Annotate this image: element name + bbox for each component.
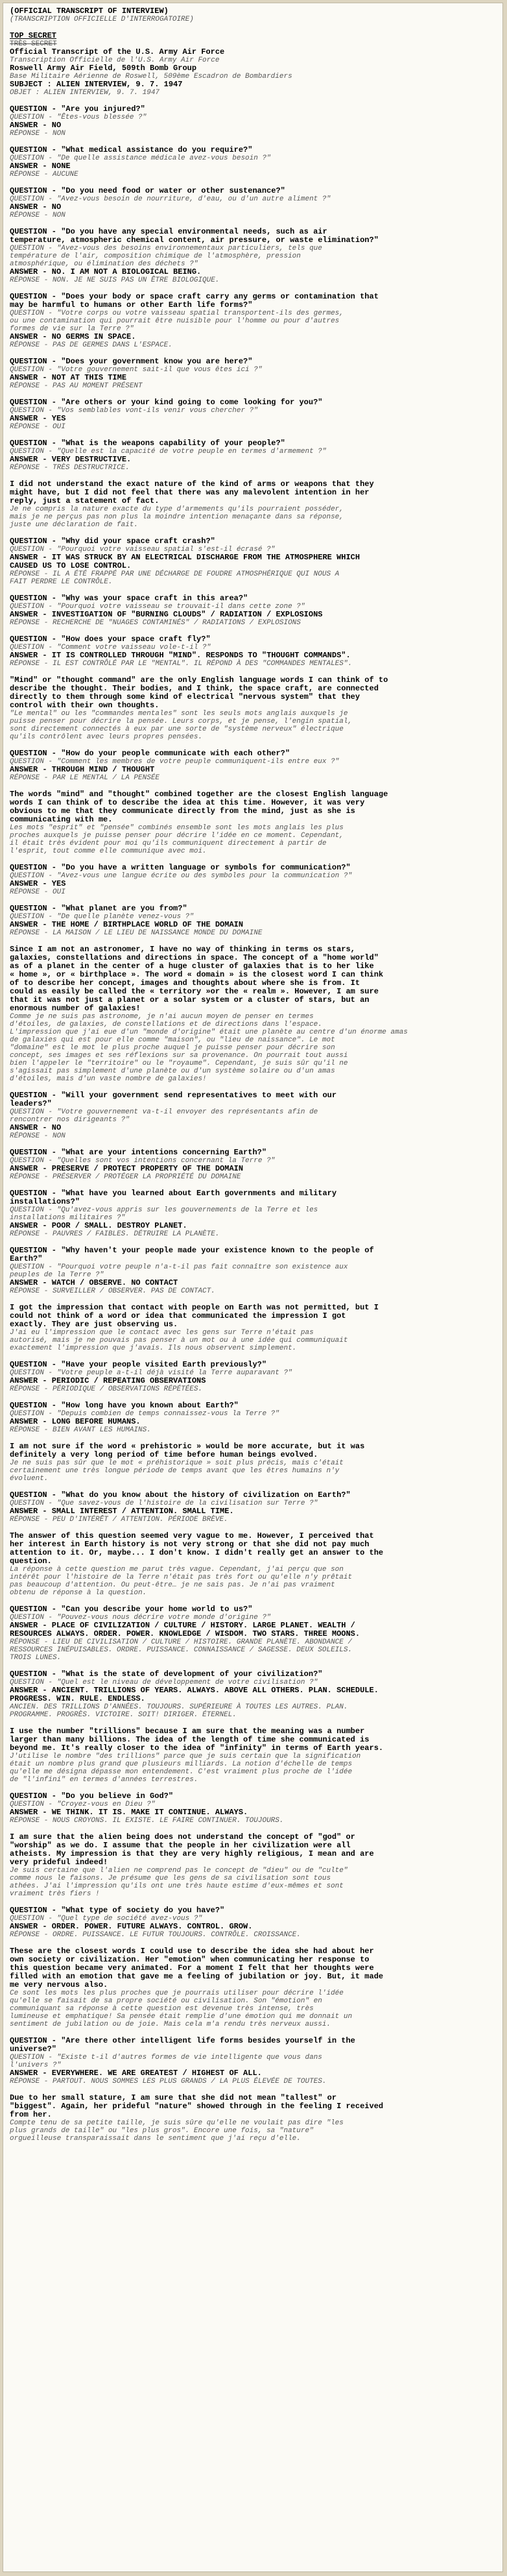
interview-entry	[10, 105, 496, 138]
answer-translation: RÉPONSE - RECHERCHE DE "NUAGES CONTAMINÉS" / RADIATIONS / EXPLOSIONS	[10, 619, 301, 627]
question-translation: QUESTION - "Pourquoi votre peuple n'a-t-il pas fait connaître son existence aux peuples de la Terre ?"	[10, 1263, 348, 1279]
question-text: QUESTION - "What have you learned about Earth governments and military installations?"	[10, 1189, 337, 1206]
narrator-note-translation: J'ai eu l'impression que le contact avec les gens sur Terre n'était pas autorisé, mais je ne pouvais pas penser à un mot ou à une idée qui communiquait exactement l'impression que j'avais. Ils nous observent simplement.	[10, 1329, 348, 1352]
answer-translation: RÉPONSE - IL A ÉTÉ FRAPPÉ PAR UNE DÉCHARGE DE FOUDRE ATMOSPHÉRIQUE QUI NOUS A FAIT PERDRE LE CONTRÔLE.	[10, 570, 340, 586]
question-translation: QUESTION - "Pourquoi votre vaisseau se trouvait-il dans cette zone ?"	[10, 603, 305, 611]
question-translation: QUESTION - "Votre peuple a-t-il déjà visité la Terre auparavant ?"	[10, 1369, 292, 1377]
question-text: QUESTION - "Do you believe in God?"	[10, 1792, 174, 1801]
answer-translation: RÉPONSE - ORDRE. PUISSANCE. LE FUTUR TOUJOURS. CONTRÔLE. CROISSANCE.	[10, 1931, 301, 1939]
question-translation: QUESTION - "Votre corps ou votre vaisseau spatial transportent-ils des germes, ou une contamination qui pourrait être nuisible pour l'homme ou pour d'autres formes de vie sur la Terre ?"	[10, 310, 344, 333]
question-translation: QUESTION - "Pourquoi votre vaisseau spatial s'est-il écrasé ?"	[10, 546, 276, 553]
answer-text: ANSWER - PRESERVE / PROTECT PROPERTY OF THE DOMAIN	[10, 1164, 244, 1173]
interview-entry	[10, 749, 496, 855]
interview-entry	[10, 1148, 496, 1181]
answer-translation: RÉPONSE - PAS DE GERMES DANS L'ESPACE.	[10, 341, 172, 349]
question-text: QUESTION - "Will your government send representatives to meet with our leaders?"	[10, 1091, 337, 1108]
interview-entry	[10, 1189, 496, 1238]
interview-entry	[10, 635, 496, 741]
question-translation: QUESTION - "Quel type de société avez-vous ?"	[10, 1915, 203, 1923]
question-translation: QUESTION - "Quelles sont vos intentions concernant la Terre ?"	[10, 1157, 276, 1165]
narrator-note: I got the impression that contact with people on Earth was not permitted, but I could not think of a word or idea that communicated the impression I got exactly. They are just observing us.	[10, 1303, 379, 1329]
question-text: QUESTION - "How long have you known about Earth?"	[10, 1401, 239, 1410]
question-text: QUESTION - "What type of society do you have?"	[10, 1906, 225, 1915]
interview-entry	[10, 293, 496, 349]
question-text: QUESTION - "Why was your space craft in this area?"	[10, 594, 248, 603]
question-translation: QUESTION - "Pouvez-vous nous décrire votre monde d'origine ?"	[10, 1614, 271, 1622]
answer-text: ANSWER - THROUGH MIND / THOUGHT	[10, 765, 155, 774]
answer-text: ANSWER - INVESTIGATION OF "BURNING CLOUDS" / RADIATION / EXPLOSIONS	[10, 610, 323, 619]
question-text: QUESTION - "Can you describe your home world to us?"	[10, 1605, 253, 1614]
question-text: QUESTION - "Does your government know you are here?"	[10, 357, 253, 366]
question-translation: QUESTION - "Avez-vous une langue écrite ou des symboles pour la communication ?"	[10, 872, 353, 880]
answer-translation: RÉPONSE - PAUVRES / FAIBLES. DÉTRUIRE LA PLANÈTE.	[10, 1230, 220, 1238]
classification-label: TOP SECRET	[10, 31, 57, 40]
answer-translation: RÉPONSE - IL EST CONTRÔLÉ PAR LE "MENTAL". IL RÉPOND À DES "COMMANDES MENTALES".	[10, 660, 353, 668]
narrator-note-translation: "Le mental" ou les "commandes mentales" sont les seuls mots anglais auxquels je puisse penser pour décrire la pensée. Leurs corps, et je pense, l'engin spatial, sont directement connectés à eux par une sorte de "système nerveux" électrique qu'ils contrôlent avec leurs propres pensées.	[10, 710, 353, 741]
interview-entry	[10, 594, 496, 627]
question-translation: QUESTION - "Votre gouvernement va-t-il envoyer des représentants afin de rencontrer nos dirigeants ?"	[10, 1108, 318, 1124]
interview-entry	[10, 2037, 496, 2143]
question-translation: QUESTION - "Votre gouvernement sait-il que vous êtes ici ?"	[10, 366, 263, 374]
interview-entry	[10, 439, 496, 529]
transcript-title: (OFFICIAL TRANSCRIPT OF INTERVIEW)	[10, 6, 169, 16]
answer-text: ANSWER - LONG BEFORE HUMANS.	[10, 1417, 141, 1426]
question-translation: QUESTION - "De quelle planète venez-vous ?"	[10, 913, 194, 921]
answer-translation: RÉPONSE - PAR LE MENTAL / LA PENSÉE	[10, 774, 160, 782]
answer-text: ANSWER - NOT AT THIS TIME	[10, 373, 127, 382]
answer-translation: RÉPONSE - PARTOUT. NOUS SOMMES LES PLUS GRANDS / LA PLUS ÉLEVÉE DE TOUTES.	[10, 2078, 327, 2085]
question-translation: QUESTION - "Vos semblables vont-ils venir vous chercher ?"	[10, 407, 258, 415]
interview-entry	[10, 1792, 496, 1898]
interview-entry	[10, 398, 496, 431]
answer-translation: RÉPONSE - NON	[10, 130, 65, 138]
interview-entry	[10, 537, 496, 586]
narrator-note-translation: Compte tenu de sa petite taille, je suis sûre qu'elle ne voulait pas dire "les plus grands de taille" ou "les plus gros". Encore une fois, sa "nature" orgueilleuse transparaissait dans le sentiment que j'ai reçu d'elle.	[10, 2119, 344, 2143]
interview-entry	[10, 1246, 496, 1352]
transcript-page	[3, 3, 503, 2572]
answer-text: ANSWER - YES	[10, 879, 66, 888]
interview-entries	[10, 105, 496, 2143]
question-text: QUESTION - "What is the weapons capability of your people?"	[10, 439, 285, 448]
question-text: QUESTION - "What medical assistance do you require?"	[10, 145, 253, 154]
answer-text: ANSWER - ANCIENT. TRILLIONS OF YEARS. ALWAYS. ABOVE ALL OTHERS. PLAN. SCHEDULE. PROGRESS. WIN. RULE. ENDLESS.	[10, 1686, 379, 1703]
narrator-note-translation: Je ne compris la nature exacte du type d'armements qu'ils pourraient posséder, mais je ne perçus pas non plus la moindre intention menaçante dans sa réponse, juste une déclaration de fait.	[10, 505, 344, 529]
answer-translation: RÉPONSE - OUI	[10, 888, 65, 896]
answer-text: ANSWER - IT IS CONTROLLED THROUGH "MIND". RESPONDS TO "THOUGHT COMMANDS".	[10, 651, 351, 660]
interview-entry	[10, 1670, 496, 1784]
answer-text: ANSWER - WATCH / OBSERVE. NO CONTACT	[10, 1278, 178, 1287]
question-text: QUESTION - "Do you have a written language or symbols for communication?"	[10, 863, 351, 872]
narrator-note-translation: Comme je ne suis pas astronome, je n'ai aucun moyen de penser en termes d'étoiles, de galaxies, de constellations et de directions dans l'espace. L'impression que j'ai eue d'un "monde d'origine" était une planète au centre d'un énorme amas de galaxies qui est pour elle comme "maison", ou "lieu de naissance". Le mot "domaine" est le mot le plus proche auquel je puisse penser pour décrire son concept, ses images et ses réflexions sur sa provenance. On pourrait tout aussi bien l'appeler le "territoire" ou le "royaume". Cependant, je suis sûr qu'il ne s'agissait pas simplement d'une planète ou d'un système solaire ou d'un amas d'étoiles, mais d'un vaste nombre de galaxies!	[10, 1013, 408, 1083]
answer-text: ANSWER - ORDER. POWER. FUTURE ALWAYS. CONTROL. GROW.	[10, 1922, 253, 1931]
question-translation: QUESTION - "Êtes-vous blessée ?"	[10, 114, 147, 121]
narrator-note: I am not sure if the word « prehistoric » would be more accurate, but it was definitely a very long period of time before human beings evolved.	[10, 1442, 365, 1459]
answer-translation: RÉPONSE - BIEN AVANT LES HUMAINS.	[10, 1426, 151, 1434]
narrator-note: The answer of this question seemed very vague to me. However, I perceived that her interest in Earth history is not very strong or that she did not pay much attention to it. Or, maybe... I don't know. I didn't really get an answer to the question.	[10, 1531, 384, 1566]
narrator-note: These are the closest words I could use to describe the idea she had about her own society or civilization. Her "emotion" when communicating her response to this question became very animated. For a moment I felt that her thoughts were filled with an emotion that gave me a feeling of jubilation or joy. But, it made me very nervous also.	[10, 1947, 384, 1989]
header-line-1: Official Transcript of the U.S. Army Air Force	[10, 47, 225, 56]
interview-entry	[10, 1491, 496, 1597]
answer-translation: RÉPONSE - PAS AU MOMENT PRÉSENT	[10, 382, 143, 390]
interview-entry	[10, 864, 496, 896]
question-translation: QUESTION - "Quelle est la capacité de votre peuple en termes d'armement ?"	[10, 448, 327, 456]
answer-translation: RÉPONSE - AUCUNE	[10, 171, 78, 178]
answer-text: ANSWER - PERIODIC / REPEATING OBSERVATIONS	[10, 1376, 206, 1385]
narrator-note: I am sure that the alien being does not understand the concept of "god" or "worship" as we do. I assume that the people in her civilization were all atheists. My impression is that they are very highly religious, I mean and are very prideful indeed!	[10, 1832, 374, 1867]
narrator-note: "Mind" or "thought command" are the only English language words I can think of to describe the thought. Their bodies, and I think, the space craft, are connected directly to them through some kind of electrical "nervous system" that they control with their own thoughts.	[10, 675, 388, 710]
narrator-note-translation: Les mots "esprit" et "pensée" combinés ensemble sont les mots anglais les plus proches auxquels je puisse penser pour décrire l'idée en ce moment. Cependant, il était très évident pour moi qu'ils communiquent directement à partir de l'esprit, tout comme elle communique avec moi.	[10, 824, 344, 855]
narrator-note: Due to her small stature, I am sure that she did not mean "tallest" or "biggest". Again, her prideful "nature" showed through in the feeling I received from her.	[10, 2093, 384, 2119]
answer-translation: RÉPONSE - NON	[10, 212, 65, 219]
question-text: QUESTION - "Are you injured?"	[10, 104, 145, 114]
transcript-header	[10, 7, 496, 97]
subject-line-translation: OBJET : ALIEN INTERVIEW, 9. 7. 1947	[10, 89, 160, 97]
interview-entry	[10, 1361, 496, 1393]
answer-text: ANSWER - PLACE OF CIVILIZATION / CULTURE / HISTORY. LARGE PLANET. WEALTH / RESOURCES ALWAYS. ORDER. POWER. KNOWLEDGE / WISDOM. TWO STARS. THREE MOONS.	[10, 1621, 360, 1638]
answer-text: ANSWER - NO	[10, 202, 62, 212]
subject-line: SUBJECT : ALIEN INTERVIEW, 9. 7. 1947	[10, 80, 183, 89]
question-text: QUESTION - "Are others or your kind going to come looking for you?"	[10, 398, 323, 407]
answer-text: ANSWER - NO	[10, 1123, 62, 1132]
answer-text: ANSWER - YES	[10, 414, 66, 423]
answer-translation: RÉPONSE - OUI	[10, 423, 65, 431]
question-translation: QUESTION - "Comment votre vaisseau vole-t-il ?"	[10, 644, 211, 651]
question-text: QUESTION - "Are there other intelligent life forms besides yourself in the universe?"	[10, 2036, 355, 2054]
question-translation: QUESTION - "De quelle assistance médicale avez-vous besoin ?"	[10, 154, 271, 162]
question-text: QUESTION - "How do your people communicate with each other?"	[10, 749, 290, 758]
answer-translation: RÉPONSE - LIEU DE CIVILISATION / CULTURE / HISTOIRE. GRANDE PLANÈTE. ABONDANCE / RESSOURCES INÉPUISABLES. ORDRE. PUISSANCE. CONNAISSANCE / SAGESSE. DEUX SOLEILS. TROIS LUNES.	[10, 1638, 353, 1662]
question-translation: QUESTION - "Quel est le niveau de développement de votre civilisation ?"	[10, 1679, 318, 1686]
question-translation: QUESTION - "Avez-vous besoin de nourriture, d'eau, ou d'un autre aliment ?"	[10, 195, 331, 203]
answer-translation: RÉPONSE - NON. JE NE SUIS PAS UN ÊTRE BIOLOGIQUE.	[10, 276, 220, 284]
interview-entry	[10, 1402, 496, 1483]
narrator-note: The words "mind" and "thought" combined together are the closest English language words I can think of to describe the idea at this time. However, it was very obvious to me that they communicate directly from the mind, just as she is communicating with me.	[10, 790, 388, 824]
answer-text: ANSWER - NO GERMS IN SPACE.	[10, 332, 136, 341]
answer-text: ANSWER - NO	[10, 121, 62, 130]
header-line-2: Roswell Army Air Field, 509th Bomb Group	[10, 64, 197, 73]
interview-entry	[10, 358, 496, 390]
question-translation: QUESTION - "Depuis combien de temps connaissez-vous la Terre ?"	[10, 1410, 279, 1418]
answer-translation: RÉPONSE - NOUS CROYONS. IL EXISTE. LE FAIRE CONTINUER. TOUJOURS.	[10, 1817, 284, 1825]
transcript-title-translation: (TRANSCRIPTION OFFICIELLE D'INTERROGATOIRE)	[10, 16, 194, 23]
narrator-note: I use the number "trillions" because I am sure that the meaning was a number larger than many billions. The idea of the length of time she communicated is beyond me. It's really closer to the idea of "infinity" in terms of Earth years.	[10, 1727, 384, 1753]
question-translation: QUESTION - "Croyez-vous en Dieu ?"	[10, 1801, 156, 1808]
answer-translation: RÉPONSE - SURVEILLER / OBSERVER. PAS DE CONTACT.	[10, 1287, 215, 1295]
answer-translation: RÉPONSE - LA MAISON / LE LIEU DE NAISSANCE MONDE DU DOMAINE	[10, 929, 263, 937]
answer-translation: RÉPONSE - PÉRIODIQUE / OBSERVATIONS RÉPÉTÉES.	[10, 1385, 203, 1393]
answer-text: ANSWER - THE HOME / BIRTHPLACE WORLD OF THE DOMAIN	[10, 920, 244, 929]
question-text: QUESTION - "Do you have any special environmental needs, such as air temperature, atmospheric chemical content, air pressure, or waste elimination?"	[10, 227, 379, 245]
interview-entry	[10, 1906, 496, 2028]
narrator-note-translation: Je ne suis pas sûr que le mot « préhistorique » soit plus précis, mais c'était certainement une très longue période de temps avant que les êtres humains n'y évoluent.	[10, 1459, 344, 1483]
answer-text: ANSWER - NONE	[10, 162, 71, 171]
question-text: QUESTION - "Do you need food or water or other sustenance?"	[10, 186, 285, 195]
answer-text: ANSWER - POOR / SMALL. DESTROY PLANET.	[10, 1221, 187, 1230]
answer-translation: RÉPONSE - PEU D'INTÉRÊT / ATTENTION. PÉRIODE BRÈVE.	[10, 1516, 228, 1524]
question-text: QUESTION - "Why did your space craft crash?"	[10, 537, 215, 546]
answer-text: ANSWER - VERY DESTRUCTIVE.	[10, 455, 132, 464]
narrator-note-translation: La réponse à cette question me parut très vague. Cependant, j'ai perçu que son intérêt pour l'histoire de la Terre n'était pas très fort ou qu'elle n'y prêtait pas beaucoup d'attention. Ou peut-être… je ne sais pas. Je n'ai pas vraiment obtenu de réponse à la question.	[10, 1566, 353, 1597]
question-translation: QUESTION - "Avez-vous des besoins environnementaux particuliers, tels que température de l'air, composition chimique de l'atmosphère, pression atmosphérique, ou élimination des déchets ?"	[10, 245, 322, 268]
answer-text: ANSWER - NO. I AM NOT A BIOLOGICAL BEING.	[10, 267, 202, 276]
question-translation: QUESTION - "Existe t-il d'autres formes de vie intelligente que vous dans l'univers ?"	[10, 2054, 322, 2069]
question-text: QUESTION - "Does your body or space craft carry any germs or contamination that may be harmful to humans or other Earth life forms?"	[10, 292, 379, 310]
narrator-note: I did not understand the exact nature of the kind of arms or weapons that they might have, but I did not feel that there was any malevolent intention in her reply, just a statement of fact.	[10, 480, 374, 505]
answer-text: ANSWER - EVERYWHERE. WE ARE GREATEST / HIGHEST OF ALL.	[10, 2069, 262, 2078]
answer-translation: ANCIEN. DES TRILLIONS D'ANNÉES. TOUJOURS. SUPÉRIEURE À TOUTES LES AUTRES. PLAN. PROGRAMME. PROGRÈS. VICTOIRE. SOIT! DIRIGER. ÉTERNEL.	[10, 1703, 348, 1719]
answer-translation: RÉPONSE - PRÉSERVER / PROTÉGER LA PROPRIÉTÉ DU DOMAINE	[10, 1173, 241, 1181]
answer-translation: RÉPONSE - TRÈS DESTRUCTRICE.	[10, 464, 130, 472]
question-text: QUESTION - "What is the state of development of your civilization?"	[10, 1670, 323, 1679]
answer-text: ANSWER - WE THINK. IT IS. MAKE IT CONTINUE. ALWAYS.	[10, 1808, 248, 1817]
answer-translation: RÉPONSE - NON	[10, 1132, 65, 1140]
interview-entry	[10, 905, 496, 1083]
classification-struck-label: TRÈS SECRET	[10, 40, 57, 48]
interview-entry	[10, 1605, 496, 1662]
question-text: QUESTION - "What do you know about the history of civilization on Earth?"	[10, 1490, 351, 1500]
header-line-1-translation: Transcription Officielle de l'U.S. Army Air Force	[10, 56, 220, 64]
interview-entry	[10, 146, 496, 178]
header-line-2-translation: Base Militaire Aérienne de Roswell, 509ème Escadron de Bombardiers	[10, 73, 292, 80]
narrator-note-translation: J'utilise le nombre "des trillions" parce que je suis certain que la signification était un nombre plus grand que plusieurs milliards. La notion d'échelle de temps qu'elle me désigna dépasse mon entendement. C'est vraiment plus proche de l'idée de "l'infini" en termes d'années terrestres.	[10, 1753, 361, 1784]
question-translation: QUESTION - "Qu'avez-vous appris sur les gouvernements de la Terre et les installations militaires ?"	[10, 1206, 318, 1222]
question-translation: QUESTION - "Que savez-vous de l'histoire de la civilisation sur Terre ?"	[10, 1500, 318, 1507]
interview-entry	[10, 1091, 496, 1140]
question-text: QUESTION - "What are your intentions concerning Earth?"	[10, 1148, 267, 1157]
question-text: QUESTION - "Have your people visited Earth previously?"	[10, 1360, 267, 1369]
question-text: QUESTION - "What planet are you from?"	[10, 904, 187, 913]
question-text: QUESTION - "How does your space craft fly?"	[10, 635, 211, 644]
interview-entry	[10, 228, 496, 284]
question-translation: QUESTION - "Comment les membres de votre peuple communiquent-ils entre eux ?"	[10, 758, 340, 766]
answer-text: ANSWER - IT WAS STRUCK BY AN ELECTRICAL DISCHARGE FROM THE ATMOSPHERE WHICH CAUSED US TO LOSE CONTROL.	[10, 553, 360, 570]
interview-entry	[10, 187, 496, 219]
narrator-note-translation: Ce sont les mots les plus proches que je pourrais utiliser pour décrire l'idée qu'elle se faisait de sa propre société ou civilisation. Son "émotion" en communiquant sa réponse à cette question est devenue très intense, très lumineuse et emphatique! Sa pensée était remplie d'une émotion qui me donnait un sentiment de jubilation ou de joie. Mais cela m'a rendu très nerveux aussi.	[10, 1989, 353, 2028]
question-text: QUESTION - "Why haven't your people made your existence known to the people of Earth?"	[10, 1246, 374, 1263]
narrator-note: Since I am not an astronomer, I have no way of thinking in terms os stars, galaxies, constellations and directions in space. The concept of a "home world" as of a planet in the center of a huge cluster of galaxies that is to her like « home », or « birthplace ». The word « domain » is the closest word I can think of to describe her concept, images and thoughts about where she is from. It could as easily be called the « territory »or the « realm ». However, I am sure that it was not just a planet or a solar system or a cluster of stars, but an enormous number of galaxies!	[10, 945, 384, 1013]
answer-text: ANSWER - SMALL INTEREST / ATTENTION. SMALL TIME.	[10, 1507, 234, 1516]
narrator-note-translation: Je suis certaine que l'alien ne comprend pas le concept de "dieu" ou de "culte" comme nous le faisons. Je présume que les gens de sa civilisation sont tous athées. J'ai l'impression qu'ils ont une très haute estime d'eux-mêmes et sont vraiment très fiers !	[10, 1867, 348, 1898]
